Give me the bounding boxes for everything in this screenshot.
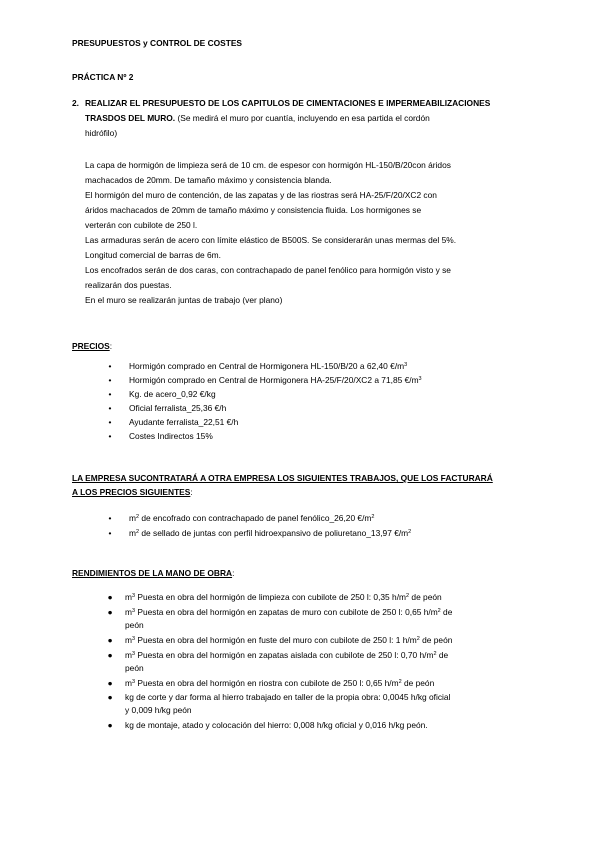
- list-item-text: Puesta en obra del hormigón en riostra con cubilote de 250 l: 0,65 h/m: [135, 678, 399, 688]
- unit-superscript: 2: [433, 651, 437, 657]
- unit-superscript: 2: [135, 529, 140, 535]
- unit-prefix: m: [125, 678, 132, 688]
- description-line: verterán con cubilote de 250 l.: [85, 220, 198, 230]
- list-item: [105, 635, 452, 646]
- list-item-text: de encofrado con contrachapado de panel fenólico_26,20 €/m: [139, 513, 372, 523]
- subcontract-heading-line-1: LA EMPRESA SUCONTRATARÁ A OTRA EMPRESA LOS SIGUIENTES TRABAJOS, QUE LOS FACTURARÁ: [72, 473, 493, 483]
- labor-heading-text: RENDIMIENTOS DE LA MANO DE OBRA: [72, 568, 233, 578]
- list-item-text: Puesta en obra del hormigón en zapatas aislada con cubilote de 250 l: 0,70 h/m: [135, 650, 434, 660]
- description-line: En el muro se realizarán juntas de trabajo (ver plano): [85, 295, 283, 305]
- list-item-continuation: peón: [125, 620, 144, 630]
- bullet-icon: ●: [107, 720, 113, 730]
- unit-prefix: m: [129, 513, 136, 523]
- unit-superscript: 3: [131, 651, 136, 657]
- description-line: El hormigón del muro de contención, de las zapatas y de las riostras será HA-25/F/20/XC2 con: [85, 190, 437, 200]
- description-line: Longitud comercial de barras de 6m.: [85, 250, 221, 260]
- bullet-icon: •: [108, 513, 112, 523]
- description-line: áridos machacados de 20mm de tamaño máximo y consistencia fluida. Los hormigones se: [85, 205, 422, 215]
- section-title-bold: TRASDOS DEL MURO.: [85, 113, 176, 123]
- list-item-text: Puesta en obra del hormigón en fuste del muro con cubilote de 250 l: 1 h/m: [135, 635, 417, 645]
- bullet-icon: •: [108, 528, 112, 538]
- list-item: [105, 678, 434, 689]
- unit-prefix: m: [125, 592, 132, 602]
- subcontract-heading-text: A LOS PRECIOS SIGUIENTES: [72, 487, 191, 497]
- section-title-rest: (Se medirá el muro por cuantía, incluyendo en esa partida el cordón: [175, 113, 430, 123]
- description-line: La capa de hormigón de limpieza será de 10 cm. de espesor con hormigón HL-150/B/20con áridos: [85, 160, 451, 170]
- bullet-icon: ●: [107, 635, 113, 645]
- unit-superscript: 2: [406, 593, 410, 599]
- description-line: machacados de 20mm. De tamaño máximo y consistencia blanda.: [85, 175, 332, 185]
- list-item-text: Hormigón comprado en Central de Hormigonera HA-25/F/20/XC2 a 71,85 €/m: [129, 375, 419, 385]
- bullet-icon: ●: [107, 678, 113, 688]
- prices-heading-text: PRECIOS: [72, 341, 110, 351]
- list-item: [105, 403, 226, 414]
- description-line: Las armaduras serán de acero con límite elástico de B500S. Se considerarán unas mermas del 5%.: [85, 235, 457, 245]
- section-title-line-1: REALIZAR EL PRESUPUESTO DE LOS CAPITULOS DE CIMENTACIONES E IMPERMEABILIZACIONES: [85, 98, 491, 108]
- unit-superscript: 3: [131, 636, 136, 642]
- list-item: [105, 720, 428, 731]
- bullet-icon: ●: [107, 650, 113, 660]
- bullet-icon: •: [108, 361, 112, 371]
- unit-superscript: 3: [418, 376, 422, 382]
- bullet-icon: •: [108, 403, 112, 413]
- unit-prefix: m: [125, 635, 132, 645]
- list-item: [105, 607, 452, 618]
- unit-superscript: 3: [131, 679, 136, 685]
- bullet-icon: •: [108, 389, 112, 399]
- unit-superscript: 2: [437, 608, 441, 614]
- list-item-text: Ayudante ferralista_22,51 €/h: [129, 417, 239, 427]
- list-item: [105, 650, 448, 661]
- bullet-icon: ●: [107, 592, 113, 602]
- list-item-text: kg de montaje, atado y colocación del hierro: 0,008 h/kg oficial y 0,016 h/kg peón.: [125, 720, 428, 730]
- list-item-text-end: de peón: [401, 678, 435, 688]
- list-item-text: Oficial ferralista_25,36 €/h: [129, 403, 227, 413]
- labor-heading-colon: :: [232, 568, 235, 578]
- list-item-text: Puesta en obra del hormigón en zapatas de muro con cubilote de 250 l: 0,65 h/m: [135, 607, 438, 617]
- section-number: 2.: [72, 98, 79, 108]
- unit-prefix: m: [125, 607, 132, 617]
- bullet-icon: •: [108, 375, 112, 385]
- list-item: [105, 592, 442, 603]
- list-item-text: Hormigón comprado en Central de Hormigonera HL-150/B/20 a 62,40 €/m: [129, 361, 405, 371]
- unit-superscript: 2: [371, 514, 375, 520]
- unit-superscript: 2: [398, 679, 402, 685]
- list-item: [105, 375, 422, 386]
- list-item-text: Kg. de acero_0,92 €/kg: [129, 389, 216, 399]
- description-line: realizarán dos puestas.: [85, 280, 172, 290]
- unit-superscript: 2: [416, 636, 420, 642]
- unit-superscript: 3: [131, 593, 136, 599]
- list-item: [105, 692, 450, 703]
- list-item-text-end: de peón: [419, 635, 453, 645]
- list-item: [105, 431, 213, 442]
- section-title-line-2: [85, 113, 430, 124]
- unit-superscript: 3: [404, 362, 408, 368]
- list-item: [105, 528, 411, 539]
- list-item-text-end: de: [436, 650, 449, 660]
- subcontract-heading-line-2: [72, 487, 193, 498]
- description-line: Los encofrados serán de dos caras, con contrachapado de panel fenólico para hormigón visto y se: [85, 265, 451, 275]
- list-item: [105, 513, 374, 524]
- practice-title: PRÁCTICA Nº 2: [72, 72, 134, 82]
- list-item-text: Costes Indirectos 15%: [129, 431, 213, 441]
- unit-superscript: 2: [408, 529, 412, 535]
- unit-prefix: m: [129, 528, 136, 538]
- list-item-continuation: peón: [125, 663, 144, 673]
- bullet-icon: •: [108, 431, 112, 441]
- bullet-icon: ●: [107, 607, 113, 617]
- bullet-icon: •: [108, 417, 112, 427]
- subcontract-heading-colon: :: [190, 487, 193, 497]
- unit-superscript: 2: [135, 514, 140, 520]
- prices-heading-colon: :: [109, 341, 113, 351]
- list-item: [105, 361, 407, 372]
- list-item-text-end: de: [440, 607, 453, 617]
- prices-heading: [72, 341, 112, 352]
- list-item: [105, 417, 238, 428]
- bullet-icon: ●: [107, 692, 113, 702]
- list-item-text: kg de corte y dar forma al hierro trabajado en taller de la propia obra: 0,0045 h/kg oficial: [125, 692, 451, 702]
- list-item-continuation: y 0,009 h/kg peón: [125, 705, 192, 715]
- unit-prefix: m: [125, 650, 132, 660]
- unit-superscript: 3: [131, 608, 136, 614]
- document-header: PRESUPUESTOS y CONTROL DE COSTES: [72, 38, 243, 48]
- list-item-text-end: de peón: [409, 592, 442, 602]
- section-title-line-3: hidrófilo): [85, 128, 118, 138]
- list-item: [105, 389, 216, 400]
- list-item-text: Puesta en obra del hormigón de limpieza con cubilote de 250 l: 0,35 h/m: [135, 592, 407, 602]
- list-item-text: de sellado de juntas con perfil hidroexpansivo de poliuretano_13,97 €/m: [139, 528, 409, 538]
- labor-heading: [72, 568, 234, 579]
